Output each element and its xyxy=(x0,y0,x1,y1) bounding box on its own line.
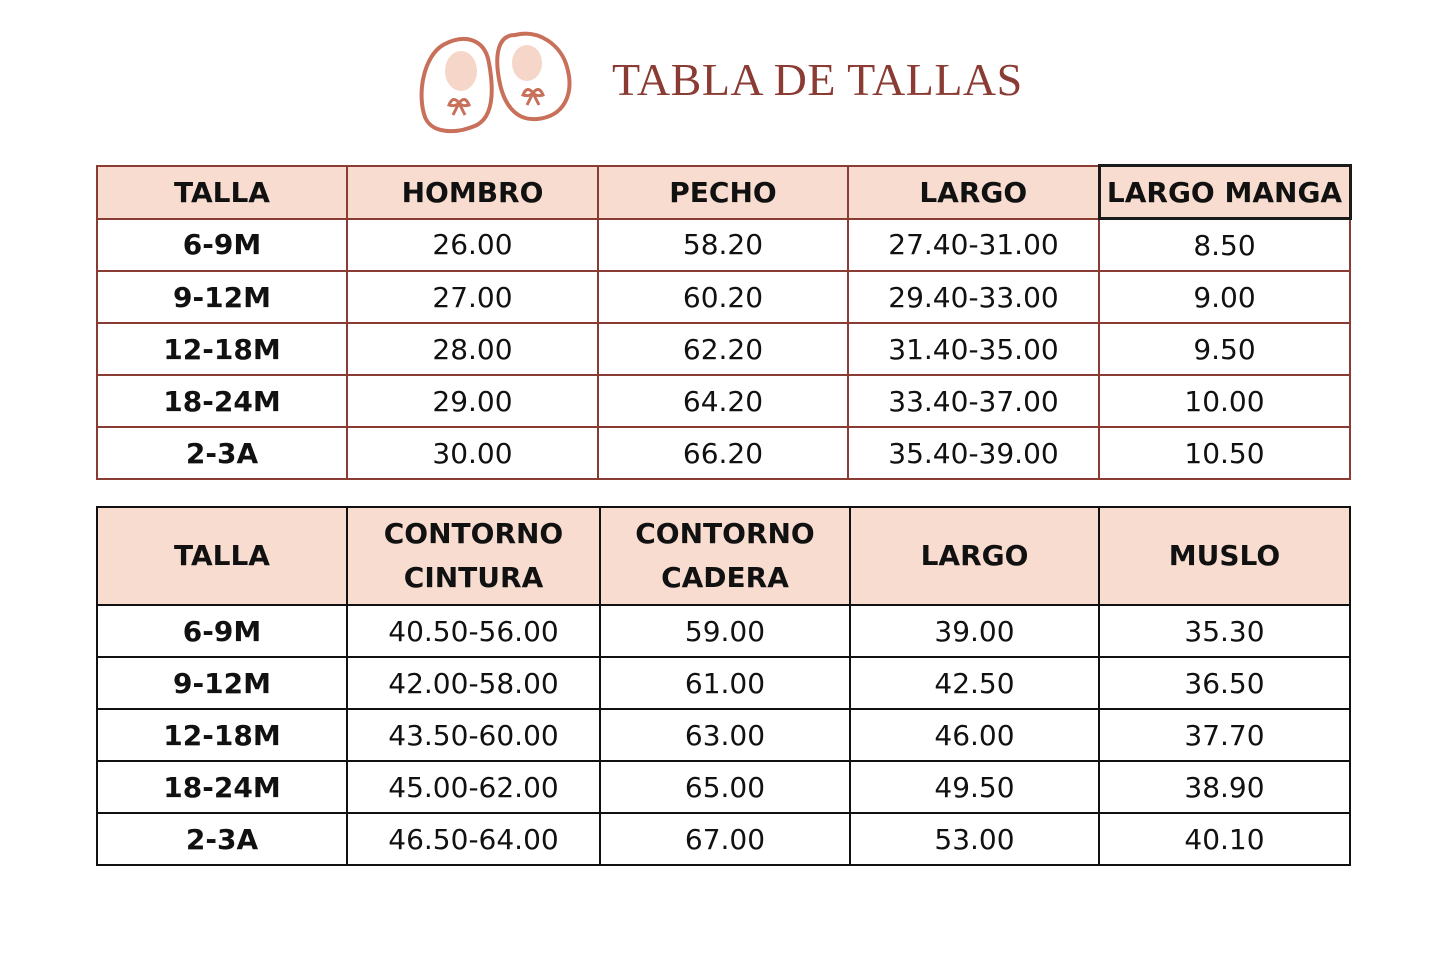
table-cell: 49.50 xyxy=(850,761,1099,813)
table-cell: 29.40-33.00 xyxy=(848,271,1099,323)
table-cell: 9.00 xyxy=(1099,271,1350,323)
column-header-contorno-cadera xyxy=(600,507,850,605)
table-row xyxy=(97,813,1350,865)
table-cell: 35.40-39.00 xyxy=(848,427,1099,479)
table-cell: 39.00 xyxy=(850,605,1099,657)
table-cell: 38.90 xyxy=(1099,761,1350,813)
table-cell: 10.50 xyxy=(1099,427,1350,479)
table-row xyxy=(97,375,1350,427)
table-cell: 40.10 xyxy=(1099,813,1350,865)
header-line: LARGO xyxy=(920,539,1029,572)
column-header-pecho: PECHO xyxy=(598,166,848,219)
table-cell: 61.00 xyxy=(600,657,850,709)
table-cell: 40.50-56.00 xyxy=(347,605,600,657)
table-cell: 64.20 xyxy=(598,375,848,427)
column-header-largo-manga: LARGO MANGA xyxy=(1099,166,1350,219)
table-cell: 36.50 xyxy=(1099,657,1350,709)
size-cell: 18-24M xyxy=(97,761,347,813)
table-cell: 43.50-60.00 xyxy=(347,709,600,761)
size-table-top xyxy=(96,164,1352,480)
column-header-contorno-cintura xyxy=(347,507,600,605)
size-cell: 2-3A xyxy=(97,813,347,865)
page-header xyxy=(0,0,1445,150)
size-cell: 18-24M xyxy=(97,375,347,427)
column-header-largo xyxy=(850,507,1099,605)
size-cell: 12-18M xyxy=(97,709,347,761)
table-cell: 8.50 xyxy=(1099,219,1350,272)
table-cell: 35.30 xyxy=(1099,605,1350,657)
table-cell: 31.40-35.00 xyxy=(848,323,1099,375)
table-cell: 63.00 xyxy=(600,709,850,761)
table-row xyxy=(97,271,1350,323)
table-cell: 29.00 xyxy=(347,375,598,427)
page-title: TABLA DE TALLAS xyxy=(612,54,1023,105)
table-cell: 42.00-58.00 xyxy=(347,657,600,709)
table-cell: 59.00 xyxy=(600,605,850,657)
table-cell: 42.50 xyxy=(850,657,1099,709)
table-row xyxy=(97,761,1350,813)
table-header-row xyxy=(97,507,1350,605)
table-cell: 28.00 xyxy=(347,323,598,375)
size-cell: 9-12M xyxy=(97,271,347,323)
table-cell: 60.20 xyxy=(598,271,848,323)
table-cell: 62.20 xyxy=(598,323,848,375)
table-row xyxy=(97,219,1350,272)
header-line: CONTORNO xyxy=(635,517,815,550)
table-cell: 46.00 xyxy=(850,709,1099,761)
table-cell: 67.00 xyxy=(600,813,850,865)
table-cell: 37.70 xyxy=(1099,709,1350,761)
header-line: CONTORNO xyxy=(383,517,564,550)
table-row xyxy=(97,323,1350,375)
header-line: TALLA xyxy=(174,539,270,572)
table-cell: 26.00 xyxy=(347,219,598,272)
column-header-largo: LARGO xyxy=(848,166,1099,219)
header-line: CADERA xyxy=(661,561,789,594)
header-line: CINTURA xyxy=(403,561,544,594)
size-cell: 12-18M xyxy=(97,323,347,375)
size-table-bottom xyxy=(96,506,1351,866)
size-cell: 6-9M xyxy=(97,219,347,272)
table-cell: 33.40-37.00 xyxy=(848,375,1099,427)
size-cell: 6-9M xyxy=(97,605,347,657)
size-cell: 2-3A xyxy=(97,427,347,479)
table-cell: 45.00-62.00 xyxy=(347,761,600,813)
table-row xyxy=(97,427,1350,479)
column-header-muslo xyxy=(1099,507,1350,605)
size-cell: 9-12M xyxy=(97,657,347,709)
table-cell: 66.20 xyxy=(598,427,848,479)
table-row xyxy=(97,709,1350,761)
table-cell: 58.20 xyxy=(598,219,848,272)
table-cell: 9.50 xyxy=(1099,323,1350,375)
column-header-hombro: HOMBRO xyxy=(347,166,598,219)
table-cell: 30.00 xyxy=(347,427,598,479)
table-cell: 10.00 xyxy=(1099,375,1350,427)
table-row xyxy=(97,605,1350,657)
table-header-row xyxy=(97,166,1350,219)
table-cell: 27.00 xyxy=(347,271,598,323)
column-header-talla xyxy=(97,507,347,605)
column-header-talla: TALLA xyxy=(97,166,347,219)
table-cell: 46.50-64.00 xyxy=(347,813,600,865)
table-row xyxy=(97,657,1350,709)
header-line: MUSLO xyxy=(1168,539,1281,572)
baby-shoes-icon xyxy=(415,25,580,137)
table-cell: 65.00 xyxy=(600,761,850,813)
table-cell: 27.40-31.00 xyxy=(848,219,1099,272)
table-cell: 53.00 xyxy=(850,813,1099,865)
